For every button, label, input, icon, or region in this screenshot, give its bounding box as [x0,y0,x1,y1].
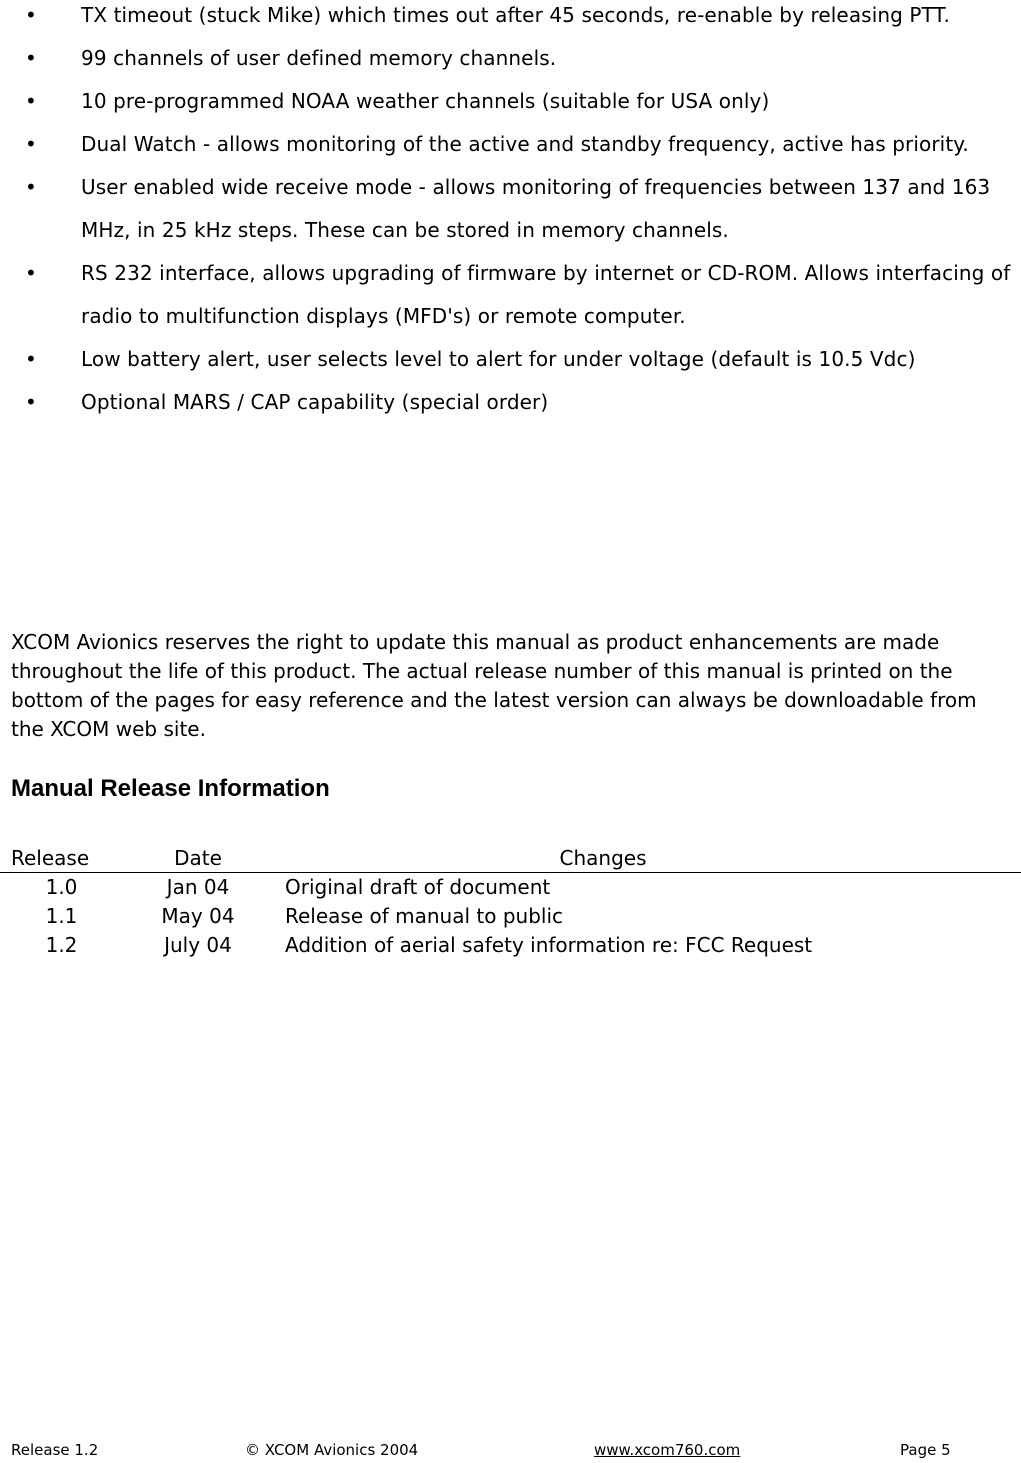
list-item [0,37,1021,80]
release-info-heading: Manual Release Information [11,775,330,802]
bullet-icon: • [25,89,37,113]
list-item-text: Dual Watch - allows monitoring of the active and standby frequency, active has priority. [81,132,969,156]
list-item-text: 10 pre-programmed NOAA weather channels (suitable for USA only) [81,89,770,113]
table-row [0,873,1021,903]
footer-release: Release 1.2 [11,1441,99,1459]
bullet-icon: • [25,390,37,414]
list-item [0,166,1021,252]
cell-release: 1.2 [45,933,78,957]
list-item-text: TX timeout (stuck Mike) which times out after 45 seconds, re-enable by releasing PTT. [81,3,950,27]
list-item-text: Optional MARS / CAP capability (special order) [81,390,549,414]
list-item-text: RS 232 interface, allows upgrading of firmware by internet or CD-ROM. Allows interfacing of radio to multifunction displays (MFD's) or remote computer. [81,261,1011,328]
cell-date: May 04 [161,904,235,928]
update-notice-paragraph: XCOM Avionics reserves the right to update this manual as product enhancements are made throughout the life of this product. The actual release number of this manual is printed on the bottom of the pages for easy reference and the latest version can always be downloadable from the XCOM web site. [11,630,977,741]
list-item-text: User enabled wide receive mode - allows monitoring of frequencies between 137 and 163 MHz, in 25 kHz steps. These can be stored in memory channels. [81,175,991,242]
list-item [0,123,1021,166]
bullet-icon: • [25,261,37,285]
bullet-icon: • [25,175,37,199]
table-row [0,931,1021,960]
list-item [0,252,1021,338]
release-table [0,840,1021,960]
bullet-icon: • [25,132,37,156]
header-date: Date [174,846,222,870]
bullet-icon: • [25,3,37,27]
cell-changes: Addition of aerial safety information re: FCC Request [285,933,813,957]
footer-copyright: © XCOM Avionics 2004 [245,1441,419,1459]
cell-changes: Release of manual to public [285,904,564,928]
table-header-row [0,840,1021,873]
list-item [0,381,1021,424]
list-item-text: 99 channels of user defined memory channels. [81,46,557,70]
cell-release: 1.1 [45,904,78,928]
page-footer [0,1441,1021,1463]
header-release: Release [11,846,90,870]
website-link[interactable]: www.xcom760.com [594,1441,741,1459]
list-item [0,338,1021,381]
list-item [0,80,1021,123]
list-item [0,0,1021,37]
table-row [0,902,1021,931]
feature-list [0,0,1021,424]
cell-changes: Original draft of document [285,875,551,899]
cell-release: 1.0 [45,875,78,899]
footer-page-number: Page 5 [900,1441,951,1459]
bullet-icon: • [25,347,37,371]
cell-date: Jan 04 [166,875,230,899]
header-changes: Changes [559,846,647,870]
cell-date: July 04 [164,933,232,957]
list-item-text: Low battery alert, user selects level to alert for under voltage (default is 10.5 Vdc) [81,347,916,371]
bullet-icon: • [25,46,37,70]
